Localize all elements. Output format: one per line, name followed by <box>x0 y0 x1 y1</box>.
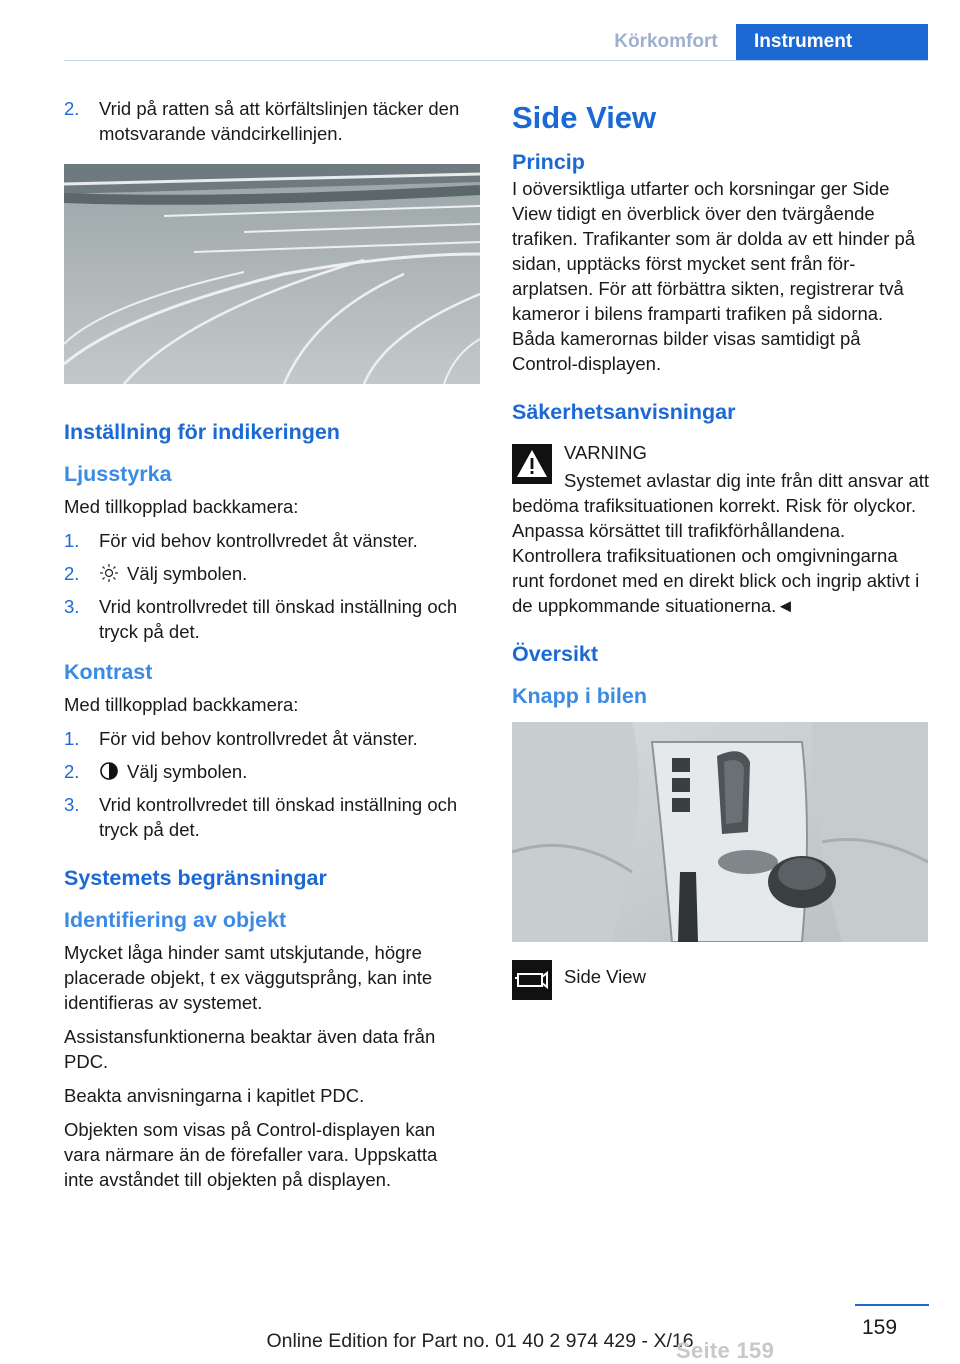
heading-system-limits: Systemets begränsningar <box>64 866 327 890</box>
warning-label: VARNING <box>564 442 647 463</box>
side-view-button-label: Side View <box>564 966 646 987</box>
heading-principle: Princip <box>512 150 585 174</box>
step-text: Vrid kontrollvredet till önskad inställning och tryck på det. <box>99 596 458 642</box>
side-view-button-icon[interactable] <box>512 960 552 1000</box>
list-item <box>64 792 466 842</box>
heading-overview: Översikt <box>512 642 599 666</box>
step-number: 2. <box>64 563 80 584</box>
heading-object-identification: Identifiering av objekt <box>64 908 287 932</box>
list-item <box>64 726 466 751</box>
contrast-intro: Med tillkopplad backkamera: <box>64 694 299 715</box>
principle-paragraph: I oöversiktliga utfarter och korsningar ger Side View tidigt en överblick över den tvärgående trafiken. Trafikanter som är dolda av ett hinder på sidan, upptäcks först mycket sent från förarplatsen. För att förbättra sikten, registrerar två kameror i bilens framparti trafiken på sidorna. Båda kamerornas bilder visas samtidigt på Control-displayen. <box>512 178 916 374</box>
step-number: 1. <box>64 530 80 551</box>
step-text: Välj symbolen. <box>127 563 248 584</box>
side-view-button-row <box>512 960 930 1000</box>
step-text: Välj symbolen. <box>127 761 248 782</box>
left-column <box>64 96 466 1201</box>
paragraph: Objekten som visas på Control-displayen kan vara närmare än de förefaller vara. Uppskatta inte avståndet till objekten på displayen. <box>64 1119 438 1190</box>
list-item <box>64 594 466 644</box>
step-text: Vrid på ratten så att körfältslinjen täcker den motsvarande vändcirkellinjen. <box>99 98 460 144</box>
edition-footer: Online Edition for Part no. 01 40 2 974 429 - X/16 <box>266 1330 694 1352</box>
warning-triangle-icon <box>512 444 552 484</box>
step-text: För vid behov kontrollvredet åt vänster. <box>99 728 418 749</box>
paragraph: Assistansfunktionerna beaktar även data från PDC. <box>64 1026 436 1072</box>
list-item <box>64 759 466 784</box>
heading-contrast: Kontrast <box>64 660 153 684</box>
list-item <box>64 96 466 146</box>
footer-rule <box>855 1304 929 1306</box>
warning-text: Systemet avlastar dig inte från ditt ansvar att bedöma trafiksituationen korrekt. Risk för olyckor. Anpassa körsättet till trafikförhållandena. Kontrollera trafiksituationen och omgivningarna runt fordonet med en direkt blick och ingrip aktivt i de uppkommande situationerna.◄ <box>512 470 930 616</box>
heading-settings: Inställning för indikeringen <box>64 420 340 444</box>
brightness-intro: Med tillkopplad backkamera: <box>64 496 299 517</box>
step-text-wrap <box>99 759 466 784</box>
paragraph: Mycket låga hinder samt utskjutande, högre placerade objekt, t ex väggutsprång, kan inte identifieras av systemet. <box>64 942 433 1013</box>
right-column <box>512 96 930 1000</box>
list-item <box>64 561 466 586</box>
header-rule <box>64 60 928 61</box>
heading-safety: Säkerhetsanvisningar <box>512 400 736 424</box>
rear-camera-guideline-illustration <box>64 164 480 384</box>
contrast-steps <box>64 726 466 842</box>
center-console-illustration <box>512 722 928 942</box>
list-item <box>64 528 466 553</box>
page-number: 159 <box>862 1316 898 1339</box>
tab-korkomfort[interactable]: Körkomfort <box>614 31 718 52</box>
step-number: 2. <box>64 98 80 119</box>
heading-button-in-car: Knapp i bilen <box>512 684 647 708</box>
watermark: Seite 159 <box>676 1338 775 1363</box>
step-number: 3. <box>64 794 80 815</box>
step-number: 1. <box>64 728 80 749</box>
tab-instrument[interactable]: Instrument <box>736 24 928 60</box>
brightness-sun-icon <box>99 563 119 583</box>
step-number: 3. <box>64 596 80 617</box>
contrast-icon <box>99 761 119 781</box>
step-text-wrap <box>99 561 466 586</box>
heading-brightness: Ljusstyrka <box>64 462 172 486</box>
paragraph: Beakta anvisningarna i kapitlet PDC. <box>64 1085 365 1106</box>
step-number: 2. <box>64 761 80 782</box>
brightness-steps <box>64 528 466 644</box>
step-text: Vrid kontrollvredet till önskad inställning och tryck på det. <box>99 794 458 840</box>
step-text: För vid behov kontrollvredet åt vänster. <box>99 530 418 551</box>
section-title: Side View <box>512 100 657 135</box>
